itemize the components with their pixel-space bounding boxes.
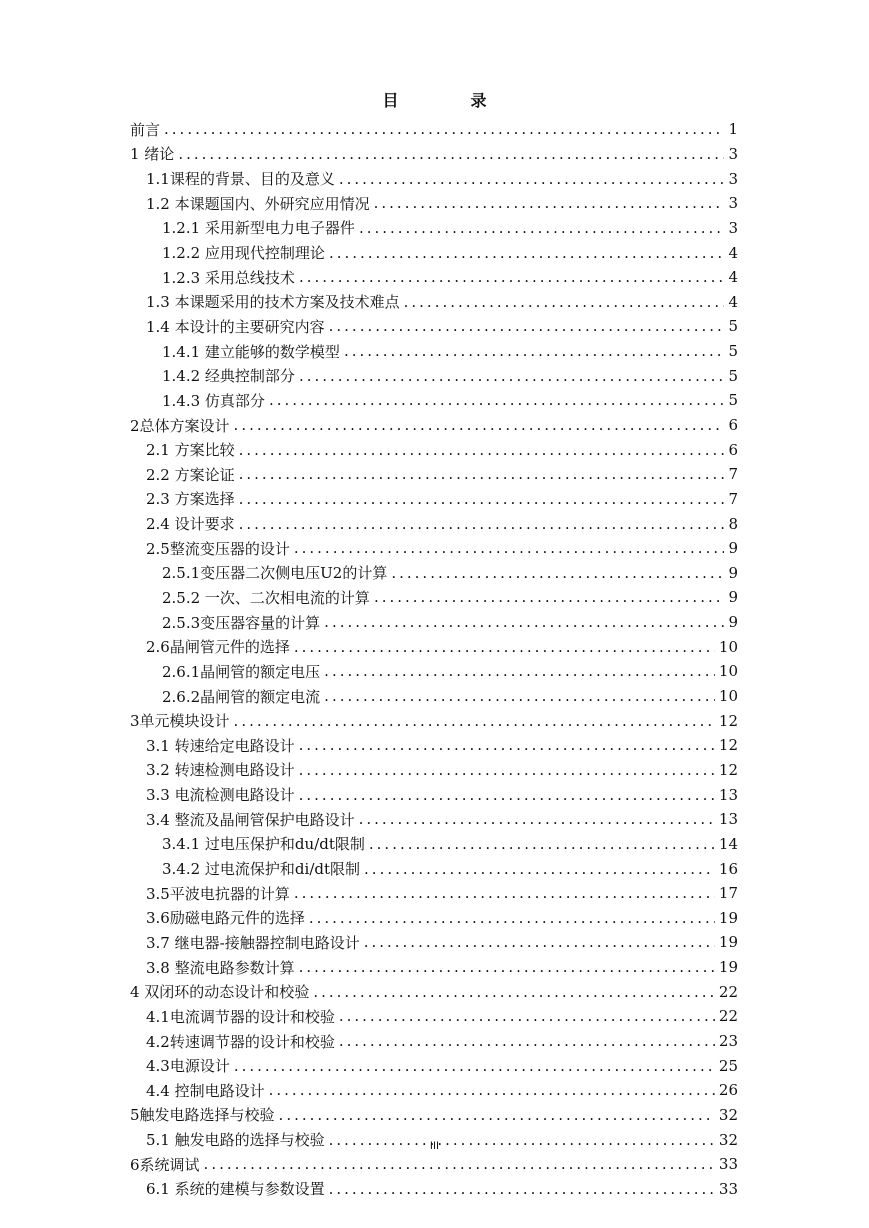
toc-entry[interactable] (130, 487, 738, 512)
toc-leader-dots (239, 490, 725, 508)
toc-entry[interactable] (130, 610, 738, 635)
toc-entry-label: 1.2.3 采用总线技术 (162, 268, 295, 287)
toc-list (130, 117, 738, 1201)
toc-leader-dots (234, 416, 725, 434)
toc-entry-page: 14 (718, 834, 738, 853)
toc-entry-label: 5.1 触发电路的选择与校验 (146, 1131, 325, 1150)
toc-entry[interactable] (130, 807, 738, 832)
toc-entry-page: 13 (718, 785, 738, 804)
toc-entry-label: 2.3 方案选择 (146, 490, 235, 509)
toc-entry[interactable] (130, 191, 738, 216)
toc-entry[interactable] (130, 314, 738, 339)
toc-entry-page: 5 (728, 366, 738, 385)
toc-entry-page: 12 (718, 736, 738, 755)
toc-entry[interactable] (130, 634, 738, 659)
toc-leader-dots (364, 860, 715, 878)
toc-entry-label: 前言 (130, 120, 161, 139)
toc-entry-label: 2.1 方案比较 (146, 441, 235, 460)
toc-leader-dots (294, 638, 715, 656)
toc-entry[interactable] (130, 708, 738, 733)
toc-entry-page: 3 (728, 144, 738, 163)
toc-leader-dots (374, 194, 725, 212)
toc-entry-label: 2.6.2晶闸管的额定电流 (162, 687, 321, 706)
toc-entry-page: 22 (718, 1007, 738, 1026)
toc-leader-dots (299, 786, 715, 804)
toc-entry[interactable] (130, 339, 738, 364)
toc-leader-dots (324, 662, 715, 680)
toc-entry-label: 4.1电流调节器的设计和校验 (146, 1007, 335, 1026)
toc-entry-label: 4.2转速调节器的设计和校验 (146, 1032, 335, 1051)
toc-leader-dots (359, 219, 725, 237)
toc-entry[interactable] (130, 216, 738, 241)
toc-entry[interactable] (130, 1103, 738, 1128)
toc-entry-page: 12 (718, 711, 738, 730)
toc-leader-dots (339, 1032, 715, 1050)
toc-leader-dots (324, 613, 724, 631)
toc-entry[interactable] (130, 437, 738, 462)
toc-entry[interactable] (130, 117, 738, 142)
toc-entry[interactable] (130, 462, 738, 487)
toc-entry-page: 10 (718, 637, 738, 656)
toc-entry-page: 5 (728, 317, 738, 336)
toc-leader-dots (239, 515, 725, 533)
toc-entry-page: 7 (728, 489, 738, 508)
toc-entry[interactable] (130, 856, 738, 881)
toc-entry-label: 2.4 设计要求 (146, 515, 235, 534)
toc-leader-dots (344, 342, 725, 360)
toc-entry[interactable] (130, 684, 738, 709)
toc-entry-page: 3 (728, 169, 738, 188)
toc-entry-label: 3.2 转速检测电路设计 (146, 761, 295, 780)
toc-leader-dots (299, 736, 715, 754)
toc-leader-dots (234, 712, 715, 730)
toc-entry-page: 17 (718, 884, 738, 903)
toc-leader-dots (294, 884, 715, 902)
toc-entry-label: 3.5平波电抗器的计算 (146, 884, 290, 903)
toc-entry-page: 4 (728, 268, 738, 287)
toc-entry-page: 9 (728, 613, 738, 632)
toc-entry-page: 3 (728, 218, 738, 237)
toc-leader-dots (299, 367, 725, 385)
toc-entry-page: 33 (718, 1155, 738, 1174)
toc-entry-label: 1.3 本课题采用的技术方案及技术难点 (146, 293, 400, 312)
toc-leader-dots (178, 145, 724, 163)
toc-leader-dots (294, 539, 725, 557)
toc-entry[interactable] (130, 881, 738, 906)
toc-entry-page: 22 (718, 982, 738, 1001)
toc-entry-label: 1 绪论 (130, 145, 175, 164)
toc-entry[interactable] (130, 1004, 738, 1029)
toc-leader-dots (309, 909, 715, 927)
toc-entry[interactable] (130, 906, 738, 931)
toc-entry[interactable] (130, 363, 738, 388)
toc-entry-label: 3.6励磁电路元件的选择 (146, 909, 305, 928)
toc-entry-page: 8 (728, 514, 738, 533)
toc-leader-dots (234, 1057, 715, 1075)
toc-entry[interactable] (130, 758, 738, 783)
toc-entry[interactable] (130, 585, 738, 610)
toc-entry-label: 6.1 系统的建模与参数设置 (146, 1180, 325, 1199)
toc-entry-label: 2.6.1晶闸管的额定电压 (162, 662, 321, 681)
toc-entry-page: 9 (728, 588, 738, 607)
toc-entry[interactable] (130, 413, 738, 438)
toc-entry[interactable] (130, 561, 738, 586)
toc-entry-page: 5 (728, 391, 738, 410)
toc-leader-dots (204, 1155, 715, 1173)
toc-entry-page: 12 (718, 760, 738, 779)
toc-entry-page: 19 (718, 933, 738, 952)
toc-entry-label: 2.6晶闸管元件的选择 (146, 638, 290, 657)
toc-entry-label: 2.5.3变压器容量的计算 (162, 613, 321, 632)
toc-leader-dots (374, 588, 725, 606)
toc-leader-dots (339, 1007, 715, 1025)
toc-leader-dots (299, 761, 715, 779)
toc-entry-label: 4 双闭环的动态设计和校验 (130, 983, 310, 1002)
toc-entry-label: 1.2 本课题国内、外研究应用情况 (146, 194, 370, 213)
toc-entry-page: 6 (728, 416, 738, 434)
toc-entry-label: 1.2.1 采用新型电力电子器件 (162, 219, 355, 238)
toc-entry[interactable] (130, 1078, 738, 1103)
toc-leader-dots (313, 983, 715, 1001)
toc-leader-dots (391, 564, 724, 582)
toc-entry-label: 3.4.1 过电压保护和du/dt限制 (162, 835, 365, 854)
toc-entry[interactable] (130, 1029, 738, 1054)
toc-entry[interactable] (130, 1152, 738, 1177)
toc-entry-page: 16 (718, 859, 738, 878)
toc-entry-label: 2总体方案设计 (130, 416, 230, 435)
toc-entry-page: 4 (728, 292, 738, 311)
toc-leader-dots (269, 1081, 715, 1099)
toc-leader-dots (299, 268, 725, 286)
toc-entry-label: 3.4.2 过电流保护和di/dt限制 (162, 860, 361, 879)
toc-entry-page: 10 (718, 662, 738, 681)
toc-entry[interactable] (130, 265, 738, 290)
toc-entry-page: 4 (728, 243, 738, 262)
toc-entry[interactable] (130, 142, 738, 167)
toc-entry-page: 32 (718, 1105, 738, 1124)
toc-entry[interactable] (130, 955, 738, 980)
toc-leader-dots (369, 835, 715, 853)
toc-leader-dots (269, 391, 725, 409)
toc-entry-page: 13 (718, 810, 738, 829)
toc-entry-label: 3.1 转速给定电路设计 (146, 736, 295, 755)
toc-entry-page: 19 (718, 958, 738, 977)
toc-entry-label: 1.4.2 经典控制部分 (162, 367, 295, 386)
toc-leader-dots (339, 170, 725, 188)
toc-entry-label: 2.2 方案论证 (146, 465, 235, 484)
toc-entry[interactable] (130, 733, 738, 758)
toc-leader-dots (279, 1106, 715, 1124)
toc-entry-label: 1.4.3 仿真部分 (162, 391, 265, 410)
toc-leader-dots (164, 120, 724, 138)
toc-entry-page: 7 (728, 465, 738, 484)
toc-leader-dots (329, 317, 725, 335)
toc-entry-page: 19 (718, 908, 738, 927)
toc-entry-page: 1 (728, 120, 738, 139)
toc-entry-label: 3单元模块设计 (130, 712, 230, 731)
toc-entry-label: 1.1课程的背景、目的及意义 (146, 170, 335, 189)
toc-title: 目 录 (382, 91, 515, 110)
toc-entry[interactable] (130, 979, 738, 1004)
toc-leader-dots (324, 687, 715, 705)
toc-leader-dots (239, 441, 725, 459)
toc-leader-dots (329, 1180, 715, 1198)
toc-entry-label: 4.4 控制电路设计 (146, 1081, 265, 1100)
toc-entry-page: 23 (718, 1032, 738, 1051)
toc-entry-label: 4.3电源设计 (146, 1057, 230, 1076)
toc-entry[interactable] (130, 240, 738, 265)
toc-entry[interactable] (130, 166, 738, 191)
toc-entry[interactable] (130, 388, 738, 413)
toc-entry-label: 1.4 本设计的主要研究内容 (146, 317, 325, 336)
toc-entry-label: 3.3 电流检测电路设计 (146, 786, 295, 805)
toc-entry-label: 3.4 整流及晶闸管保护电路设计 (146, 810, 355, 829)
toc-entry[interactable] (130, 832, 738, 857)
toc-leader-dots (364, 933, 715, 951)
toc-entry-page: 9 (728, 563, 738, 582)
toc-entry[interactable] (130, 930, 738, 955)
toc-entry-label: 2.5整流变压器的设计 (146, 539, 290, 558)
page-number: III (429, 1140, 440, 1152)
toc-entry-page: 33 (718, 1179, 738, 1198)
toc-entry-page: 9 (728, 539, 738, 558)
toc-entry-label: 3.8 整流电路参数计算 (146, 958, 295, 977)
toc-entry-page: 6 (728, 440, 738, 459)
toc-entry-label: 1.2.2 应用现代控制理论 (162, 244, 325, 263)
toc-entry[interactable] (130, 289, 738, 314)
toc-entry-page: 10 (718, 687, 738, 706)
toc-entry-page: 25 (718, 1056, 738, 1075)
toc-leader-dots (329, 244, 725, 262)
toc-leader-dots (359, 810, 715, 828)
toc-entry[interactable] (130, 536, 738, 561)
toc-entry[interactable] (130, 659, 738, 684)
toc-entry-label: 2.5.2 一次、二次相电流的计算 (162, 588, 370, 607)
toc-leader-dots (299, 958, 715, 976)
toc-entry-page: 26 (718, 1081, 738, 1100)
toc-entry-label: 3.7 继电器-接触器控制电路设计 (146, 933, 360, 952)
toc-entry[interactable] (130, 1177, 738, 1202)
toc-entry-page: 3 (728, 194, 738, 213)
toc-leader-dots (239, 465, 725, 483)
toc-entry-label: 6系统调试 (130, 1155, 200, 1174)
toc-entry-page: 5 (728, 342, 738, 361)
toc-entry[interactable] (130, 511, 738, 536)
toc-entry-page: 32 (718, 1130, 738, 1149)
toc-entry-label: 2.5.1变压器二次侧电压U2的计算 (162, 564, 388, 583)
toc-entry[interactable] (130, 782, 738, 807)
toc-leader-dots (404, 293, 725, 311)
toc-entry-label: 1.4.1 建立能够的数学模型 (162, 342, 340, 361)
toc-entry[interactable] (130, 1053, 738, 1078)
toc-entry-label: 5触发电路选择与校验 (130, 1106, 275, 1125)
